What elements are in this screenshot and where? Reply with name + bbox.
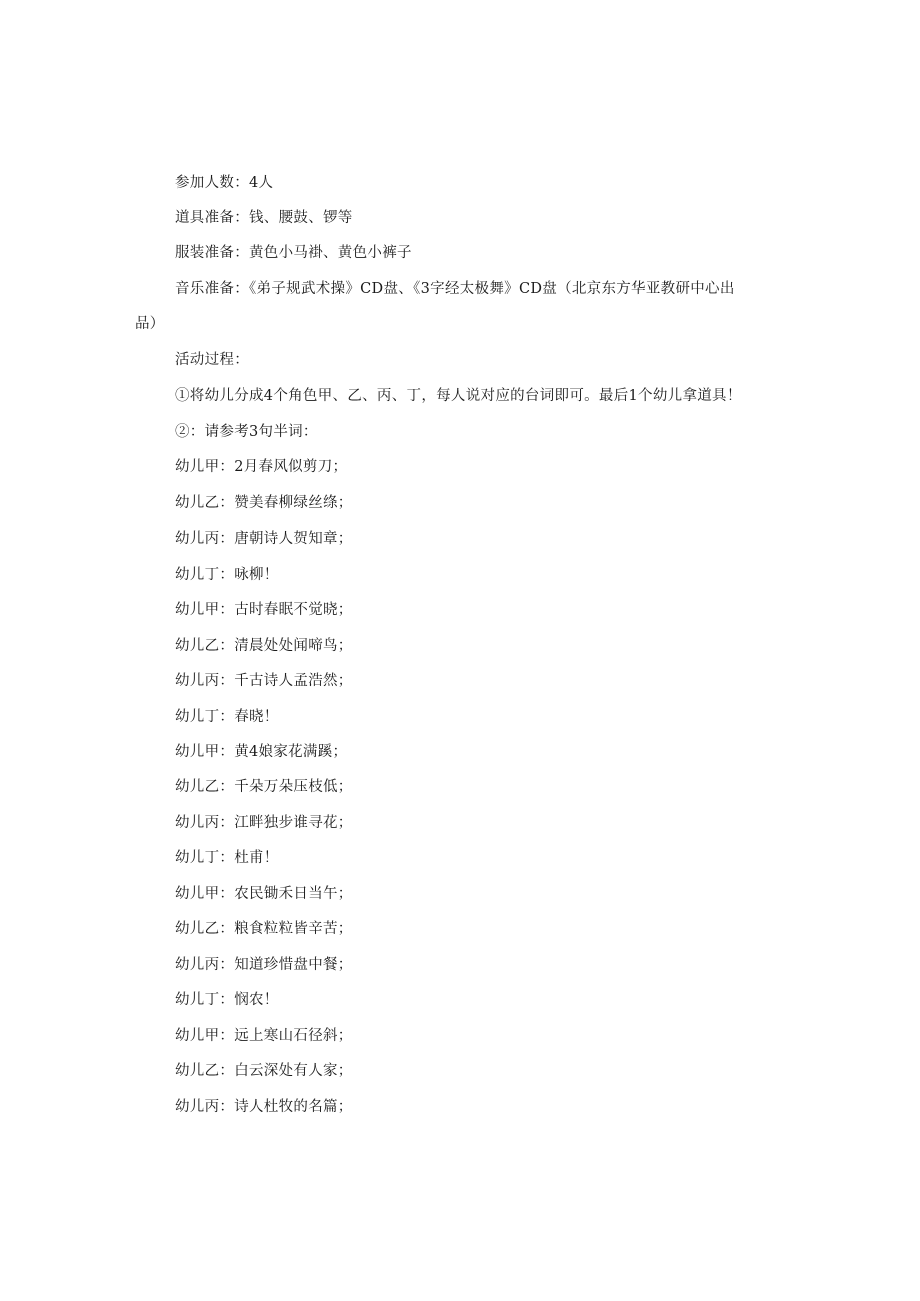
- script-line: 幼儿乙：千朵万朵压枝低；: [175, 779, 353, 795]
- script-line: 幼儿甲：2月春风似剪刀；: [175, 459, 348, 475]
- script-line: 幼儿甲：黄4娘家花满蹊；: [175, 744, 348, 760]
- script-line: 幼儿丁：杜甫！: [175, 850, 279, 866]
- step-one: ①将幼儿分成4个角色甲、乙、丙、丁，每人说对应的台词即可。最后1个幼儿拿道具！: [175, 388, 742, 404]
- script-line: 幼儿丙：江畔独步谁寻花；: [175, 815, 353, 831]
- props-line: 道具准备：钱、腰鼓、锣等: [175, 210, 353, 226]
- script-line: 幼儿丙：千古诗人孟浩然；: [175, 673, 353, 689]
- script-line: 幼儿甲：古时春眠不觉晓；: [175, 602, 353, 618]
- script-line: 幼儿乙：粮食粒粒皆辛苦；: [175, 921, 353, 937]
- script-line: 幼儿丁：咏柳！: [175, 567, 279, 583]
- music-line-continued: 品）: [135, 316, 165, 332]
- script-line: 幼儿乙：清晨处处闻啼鸟；: [175, 638, 353, 654]
- script-line: 幼儿丙：诗人杜牧的名篇；: [175, 1099, 353, 1115]
- script-line: 幼儿丁：春晓！: [175, 709, 279, 725]
- script-line: 幼儿乙：白云深处有人家；: [175, 1063, 353, 1079]
- activity-heading: 活动过程：: [175, 352, 249, 368]
- costume-line: 服装准备：黄色小马褂、黄色小裤子: [175, 245, 412, 261]
- script-line: 幼儿乙：赞美春柳绿丝绦；: [175, 495, 353, 511]
- step-two: ②：请参考3句半词：: [175, 424, 318, 440]
- script-line: 幼儿丙：唐朝诗人贺知章；: [175, 531, 353, 547]
- participants-line: 参加人数：4人: [175, 175, 274, 191]
- music-line: 音乐准备：《弟子规武术操》CD盘、《3字经太极舞》CD盘（北京东方华亚教研中心出: [175, 281, 735, 297]
- script-line: 幼儿甲：农民锄禾日当午；: [175, 886, 353, 902]
- script-line: 幼儿丙：知道珍惜盘中餐；: [175, 957, 353, 973]
- script-line: 幼儿甲：远上寒山石径斜；: [175, 1028, 353, 1044]
- script-line: 幼儿丁：悯农！: [175, 992, 279, 1008]
